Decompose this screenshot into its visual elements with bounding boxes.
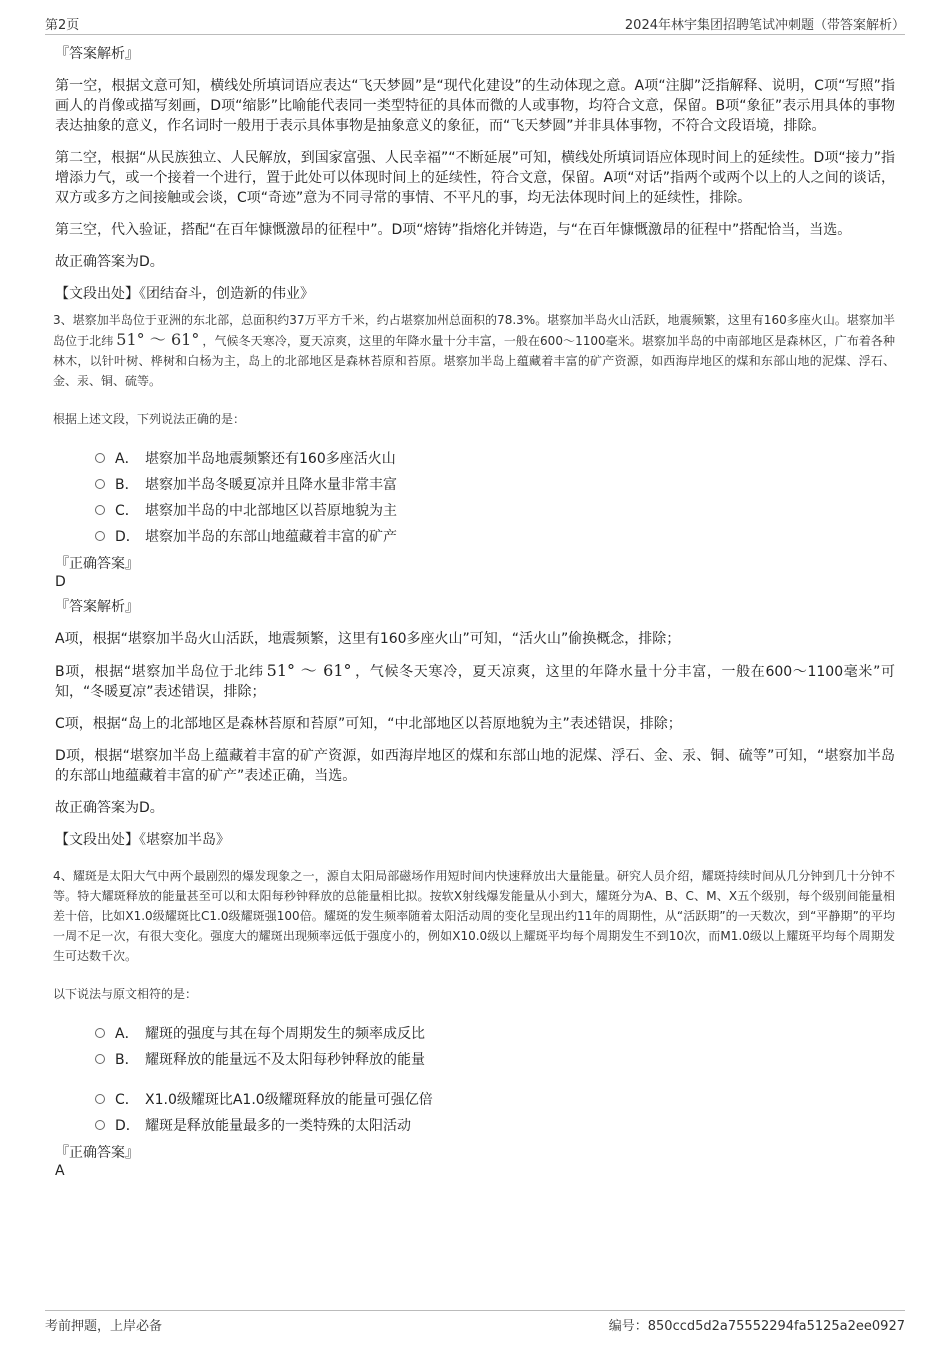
page-number: 第2页 bbox=[45, 18, 80, 33]
page-footer bbox=[45, 1310, 905, 1336]
q2-analysis-title: 『答案解析』 bbox=[55, 46, 139, 62]
q3-analysis-c: C项，根据“岛上的北部地区是森林苔原和苔原”可知，“中北部地区以苔原地貌为主”表述错误，排除； bbox=[55, 716, 682, 732]
q3-answer: D bbox=[55, 574, 66, 590]
q3-latitude: 51° ～ 61° bbox=[116, 330, 200, 349]
q4-prompt: 以下说法与原文相符的是： bbox=[53, 987, 198, 1001]
q3-analysis-b: B项，根据“堪察加半岛位于北纬 51° ～ 61° ，气候冬天寒冷，夏天凉爽，这里的年降水量十分丰富，一般在600～1100毫米”可知，“冬暖夏凉”表述错误，排除； bbox=[55, 661, 895, 700]
page-header bbox=[45, 14, 905, 35]
q3-options bbox=[95, 445, 895, 549]
q3-conclusion: 故正确答案为D。 bbox=[55, 800, 164, 816]
q2-source: 【文段出处】《团结奋斗，创造新的伟业》 bbox=[55, 286, 314, 302]
q4-option-c[interactable]: C． X1.0级耀斑比A1.0级耀斑释放的能量可强亿倍 bbox=[95, 1086, 895, 1112]
q3-answer-title: 『正确答案』 bbox=[55, 556, 139, 572]
q3-analysis-d: D项，根据“堪察加半岛上蕴藏着丰富的矿产资源，如西海岸地区的煤和东部山地的泥煤、浮石、金、汞、铜、硫等”可知，“堪察加半岛的东部山地蕴藏着丰富的矿产”表述正确，当选。 bbox=[55, 748, 895, 784]
radio-icon[interactable] bbox=[95, 453, 105, 463]
radio-icon[interactable] bbox=[95, 1120, 105, 1130]
q3-analysis-title: 『答案解析』 bbox=[55, 599, 139, 615]
q2-analysis-para-3: 第三空，代入验证，搭配“在百年慷慨激昂的征程中”。D项“熔铸”指熔化并铸造，与“在百年慷慨激昂的征程中”搭配恰当，当选。 bbox=[55, 222, 852, 238]
q4-option-a[interactable]: A． 耀斑的强度与其在每个周期发生的频率成反比 bbox=[95, 1020, 895, 1046]
document-id: 编号：850ccd5d2a75552294fa5125a2ee0927 bbox=[608, 1319, 905, 1334]
q3-option-c[interactable]: C． 堪察加半岛的中北部地区以苔原地貌为主 bbox=[95, 497, 895, 523]
document-title: 2024年林宇集团招聘笔试冲刺题（带答案解析） bbox=[624, 18, 905, 33]
q3-option-b[interactable]: B． 堪察加半岛冬暖夏凉并且降水量非常丰富 bbox=[95, 471, 895, 497]
footer-slogan: 考前押题，上岸必备 bbox=[45, 1319, 163, 1334]
radio-icon[interactable] bbox=[95, 479, 105, 489]
q3-prompt: 根据上述文段，下列说法正确的是： bbox=[53, 412, 246, 426]
q3-source: 【文段出处】《堪察加半岛》 bbox=[55, 832, 230, 848]
q4-options bbox=[95, 1020, 895, 1138]
q4-stem: 4、耀斑是太阳大气中两个最剧烈的爆发现象之一，源自太阳局部磁场作用短时间内快速释放出大量能量。研究人员介绍，耀斑持续时间从几分钟到几十分钟不等。特大耀斑释放的能量甚至可以和太阳每秒钟释放的总能量相比拟。按软X射线爆发能量从小到大，耀斑分为A、B、C、M、X五个级别，每个级别间能量相差十倍，比如X1.0级耀斑比C1.0级耀斑强100倍。耀斑的发生频率随着太阳活动周的变化呈现出约11年的周期性，从“活跃期”的一天数次，到“平静期”的平均一周不足一次，有很大变化。强度大的耀斑出现频率远低于强度小的，例如X10.0级以上耀斑平均每个周期发生不到10次，而M1.0级以上耀斑平均每个周期发生可达数千次。 bbox=[53, 869, 895, 963]
q3-analysis-a: A项，根据“堪察加半岛火山活跃，地震频繁，这里有160多座火山”可知，“活火山”偷换概念，排除； bbox=[55, 631, 681, 647]
q4-answer-title: 『正确答案』 bbox=[55, 1145, 139, 1161]
q2-analysis-para-1: 第一空，根据文意可知，横线处所填词语应表达“飞天梦圆”是“现代化建设”的生动体现之意。A项“注脚”泛指解释、说明，C项“写照”指画人的肖像或描写刻画，D项“缩影”比喻能代表同一类型特征的具体而微的人或事物，均符合文意，保留。B项“象征”表示用具体的事物表达抽象的意义，作名词时一般用于表示具体事物是抽象意义的象征，而“飞天梦圆”并非具体事物，不符合文段语境，排除。 bbox=[55, 78, 895, 134]
q2-conclusion: 故正确答案为D。 bbox=[55, 254, 164, 270]
q3-stem: 3、堪察加半岛位于亚洲的东北部，总面积约37万平方千米，约占堪察加州总面积的78.3%。堪察加半岛火山活跃，地震频繁，这里有160多座火山。堪察加半岛位于北纬 51° ～ 61° ，气候冬天寒冷，夏天凉爽，这里的年降水量十分丰富，一般在600～1100毫米。堪察加半岛的中南部地区是森林区，广布着各种林木，以针叶树、桦树和白杨为主，岛上的北部地区是森林苔原和苔原。堪察加半岛上蕴藏着丰富的矿产资源，如西海岸地区的煤和东部山地的泥煤、浮石、金、汞、铜、硫等。 bbox=[53, 313, 895, 388]
radio-icon[interactable] bbox=[95, 1028, 105, 1038]
q2-analysis-para-2: 第二空，根据“从民族独立、人民解放，到国家富强、人民幸福”“不断延展”可知，横线处所填词语应体现时间上的延续性。D项“接力”指增添力气，或一个接着一个进行，置于此处可以体现时间上的延续性，符合文意，保留。A项“对话”指两个或两个以上的人之间的谈话，双方或多方之间接触或会谈，C项“奇迹”意为不同寻常的事情、不平凡的事，均无法体现时间上的延续性，排除。 bbox=[55, 150, 895, 206]
main-content bbox=[55, 44, 895, 1186]
q3-option-d[interactable]: D． 堪察加半岛的东部山地蕴藏着丰富的矿产 bbox=[95, 523, 895, 549]
q4-option-d[interactable]: D． 耀斑是释放能量最多的一类特殊的太阳活动 bbox=[95, 1112, 895, 1138]
radio-icon[interactable] bbox=[95, 505, 105, 515]
q4-option-b[interactable]: B． 耀斑释放的能量远不及太阳每秒钟释放的能量 bbox=[95, 1046, 895, 1072]
radio-icon[interactable] bbox=[95, 531, 105, 541]
q4-answer: A bbox=[55, 1163, 65, 1179]
radio-icon[interactable] bbox=[95, 1094, 105, 1104]
radio-icon[interactable] bbox=[95, 1054, 105, 1064]
q3-option-a[interactable]: A． 堪察加半岛地震频繁还有160多座活火山 bbox=[95, 445, 895, 471]
